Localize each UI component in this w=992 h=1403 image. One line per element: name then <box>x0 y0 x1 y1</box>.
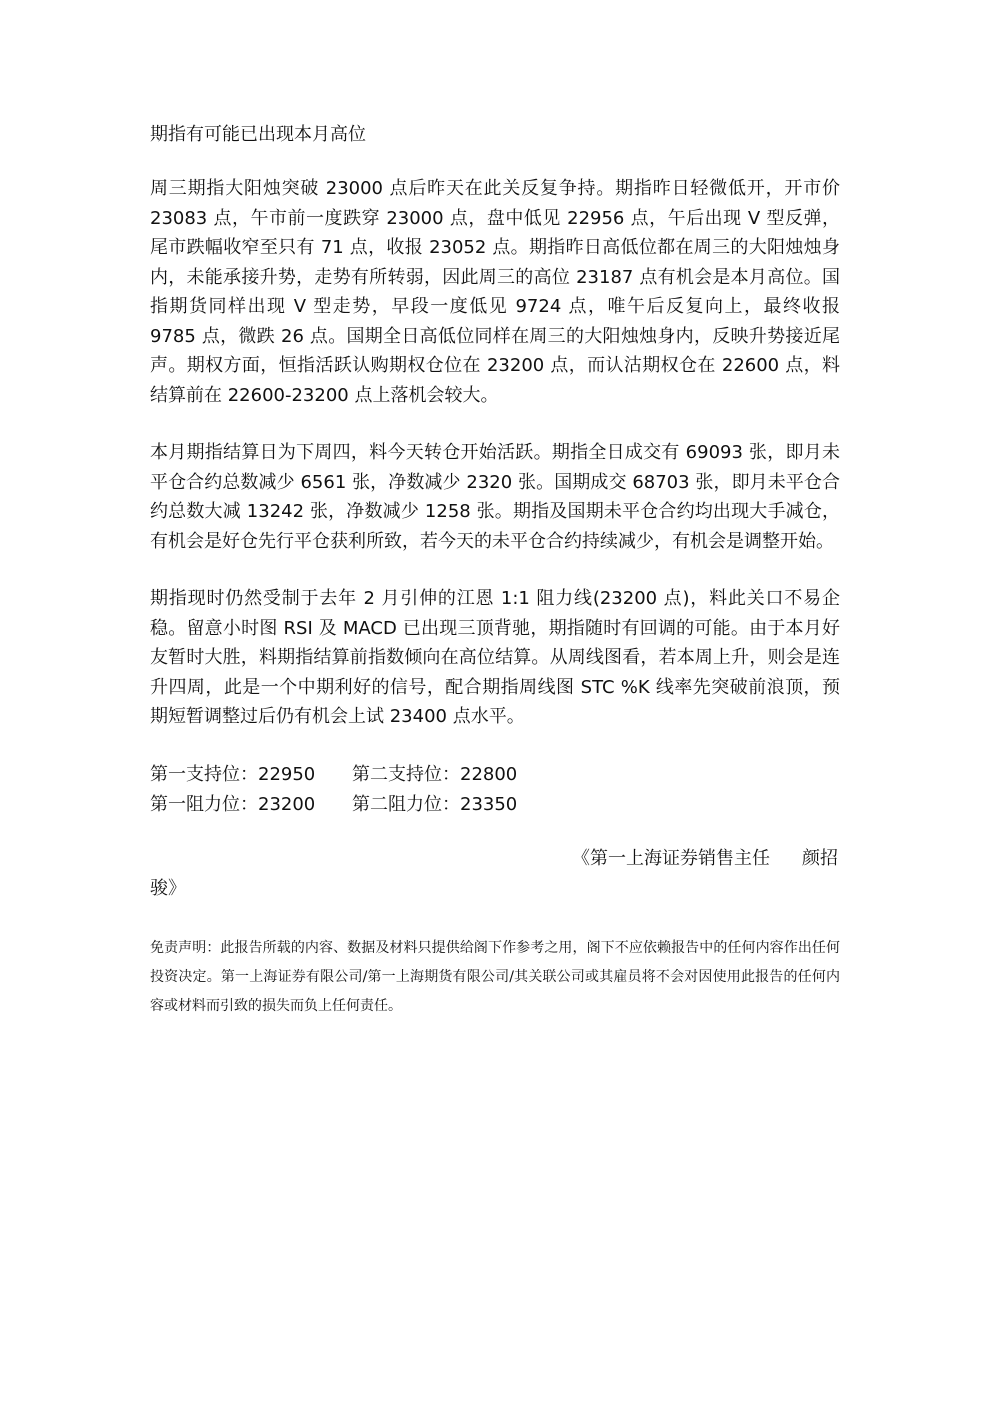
support-level-2: 第二支持位：22800 <box>352 763 518 785</box>
signature-line-2: 骏》 <box>150 877 186 899</box>
support-level-1: 第一支持位：22950 <box>150 763 316 785</box>
paragraph-settlement: 本月期指结算日为下周四，料今天转仓开始活跃。期指全日成交有 69093 张，即月未平仓合约总数减少 6561 张，净数减少 2320 张。国期成交 68703 张，即月未平仓合约总数大减 13242 张，净数减少 1258 张。期指及国期未平仓合约均出现大手减仓，有机会是好仓先行平仓获利所致，若今天的未平仓合约持续减少，有机会是调整开始。 <box>150 442 840 552</box>
resistance-level-2: 第二阻力位：23350 <box>352 793 518 815</box>
paragraph-market-review: 周三期指大阳烛突破 23000 点后昨天在此关反复争持。期指昨日轻微低开，开市价 23083 点，午市前一度跌穿 23000 点，盘中低见 22956 点，午后出现 V 型反弹，尾市跌幅收窄至只有 71 点，收报 23052 点。期指昨日高低位都在周三的大阳烛烛身内，未能承接升势，走势有所转弱，因此周三的高位 23187 点有机会是本月高位。国指期货同样出现 V 型走势，早段一度低见 9724 点，唯午后反复向上，最终收报 9785 点，微跌 26 点。国期全日高低位同样在周三的大阳烛烛身内，反映升势接近尾声。期权方面，恒指活跃认购期权仓位在 23200 点，而认沽期权仓在 22600 点，料结算前在 22600-23200 点上落机会较大。 <box>150 178 840 406</box>
disclaimer: 免责声明：此报告所载的内容、数据及材料只提供给阁下作参考之用，阁下不应依赖报告中的任何内容作出任何投资决定。第一上海证券有限公司/第一上海期货有限公司/其关联公司或其雇员将不会对因使用此报告的任何内容或材料而引致的损失而负上任何责任。 <box>150 939 840 1014</box>
author-signature <box>150 844 840 904</box>
support-row <box>150 760 840 790</box>
signature-line-1 <box>150 844 840 874</box>
paragraph-outlook: 期指现时仍然受制于去年 2 月引伸的江恩 1:1 阻力线(23200 点)，料此关口不易企稳。留意小时图 RSI 及 MACD 已出现三顶背驰，期指随时有回调的可能。由于本月好友暂时大胜，料期指结算前指数倾向在高位结算。从周线图看，若本周上升，则会是连升四周，此是一个中期利好的信号，配合期指周线图 STC %K 线率先突破前浪顶，预期短暂调整过后仍有机会上试 23400 点水平。 <box>150 588 840 727</box>
support-resistance-levels <box>150 760 840 820</box>
signature-name-start: 颜招 <box>802 847 838 869</box>
resistance-row <box>150 790 840 820</box>
document-title: 期指有可能已出现本月高位 <box>150 124 366 145</box>
signature-title: 《第一上海证券销售主任 <box>572 847 770 869</box>
resistance-level-1: 第一阻力位：23200 <box>150 793 316 815</box>
document-page <box>150 120 840 1021</box>
